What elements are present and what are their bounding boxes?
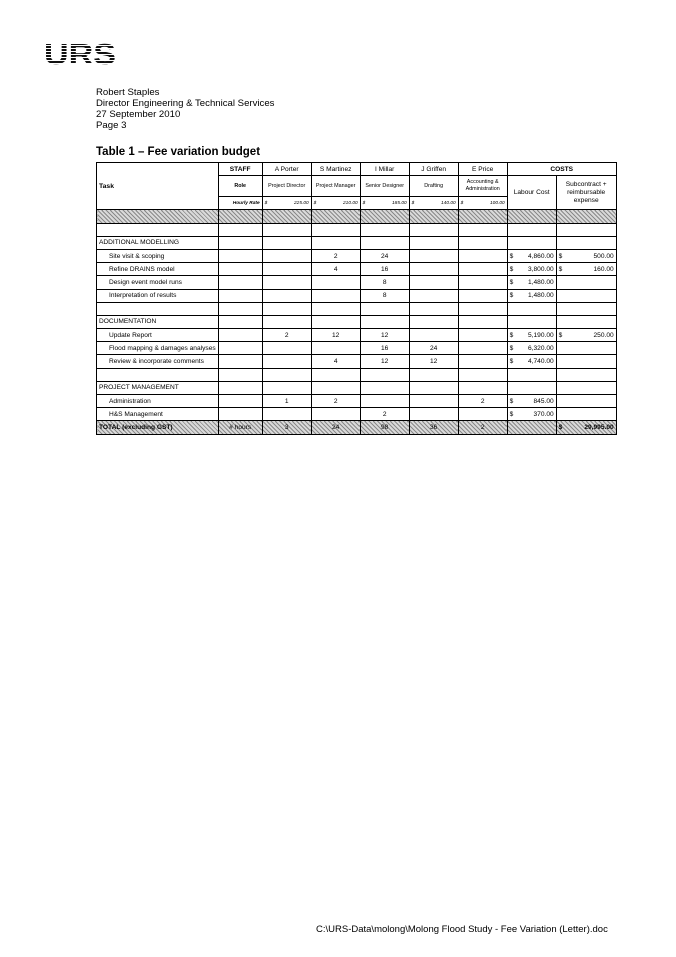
currency-symbol: $ [509, 265, 514, 273]
staff-name-0: A Porter [262, 163, 311, 176]
hours-cell: 2 [311, 395, 360, 408]
hours-cell [262, 289, 311, 302]
hours-cell: 12 [360, 355, 409, 368]
task-label: Interpretation of results [97, 289, 219, 302]
hours-cell [262, 355, 311, 368]
costs-header: COSTS [507, 163, 616, 176]
currency-symbol: $ [558, 331, 563, 339]
subcontract-cell [556, 289, 616, 302]
hours-cell [458, 263, 507, 276]
amount: 845.00 [533, 397, 554, 405]
section-label: ADDITIONAL MODELLING [97, 236, 219, 249]
staff-name-4: E Price [458, 163, 507, 176]
hours-cell: 4 [311, 355, 360, 368]
subcontract-cell [556, 395, 616, 408]
hours-cell [458, 329, 507, 342]
hours-cell: 24 [360, 249, 409, 262]
hours-cell [409, 263, 458, 276]
staff-rate-2: $ 185.00 [360, 197, 409, 210]
blank-row [97, 302, 617, 315]
logo-text: URS [44, 40, 116, 68]
labour-cost-cell [507, 395, 556, 408]
total-hours-cell: 2 [458, 421, 507, 434]
hours-cell [409, 408, 458, 421]
subcontract-cell [556, 342, 616, 355]
total-label: TOTAL (excluding GST) [97, 421, 219, 434]
subcontract-cell [556, 355, 616, 368]
task-row [97, 263, 617, 276]
hours-cell [311, 342, 360, 355]
hours-cell [311, 276, 360, 289]
hours-cell: 12 [409, 355, 458, 368]
amount: 1,480.00 [528, 278, 554, 286]
blank-row [97, 368, 617, 381]
section-label: DOCUMENTATION [97, 315, 219, 328]
currency-symbol: $ [509, 252, 514, 260]
currency-symbol: $ [509, 358, 514, 366]
hours-cell [262, 408, 311, 421]
amount: 4,740.00 [528, 358, 554, 366]
fee-variation-table [96, 162, 617, 435]
amount: 3,800.00 [528, 265, 554, 273]
task-label: Design event model runs [97, 276, 219, 289]
task-row [97, 342, 617, 355]
staff-role-3: Drafting [409, 176, 458, 197]
recipient-position: Director Engineering & Technical Services [96, 98, 275, 109]
blank-row [97, 223, 617, 236]
total-hours-cell: 36 [409, 421, 458, 434]
currency-symbol: $ [509, 410, 514, 418]
hours-cell: 2 [262, 329, 311, 342]
hours-cell: 2 [458, 395, 507, 408]
currency-symbol: $ [509, 344, 514, 352]
amount: 370.00 [533, 410, 554, 418]
amount: 500.00 [593, 252, 614, 260]
task-label: Refine DRAINS model [97, 263, 219, 276]
hours-cell [262, 249, 311, 262]
amount: 250.00 [593, 331, 614, 339]
hours-cell [409, 276, 458, 289]
total-hours-cell: 3 [262, 421, 311, 434]
task-row [97, 355, 617, 368]
hours-cell [458, 289, 507, 302]
currency-symbol: $ [558, 265, 563, 273]
task-label: H&S Management [97, 408, 219, 421]
hours-cell: 24 [409, 342, 458, 355]
currency-symbol: $ [558, 252, 563, 260]
labour-cost-cell [507, 342, 556, 355]
labour-cost-cell [507, 329, 556, 342]
hours-cell [262, 342, 311, 355]
table-title: Table 1 – Fee variation budget [96, 146, 261, 158]
hours-cell: 2 [311, 249, 360, 262]
staff-name-1: S Martinez [311, 163, 360, 176]
currency-symbol: $ [509, 292, 514, 300]
currency-symbol: $ [558, 423, 563, 431]
hours-cell [458, 355, 507, 368]
hours-cell: 8 [360, 289, 409, 302]
amount: 6,320.00 [528, 344, 554, 352]
labour-cost-cell [507, 289, 556, 302]
task-row [97, 329, 617, 342]
urs-logo-graphic [44, 40, 118, 68]
hours-cell: 1 [262, 395, 311, 408]
subcontract-cell [556, 276, 616, 289]
amount: 5,190.00 [528, 331, 554, 339]
hours-cell [311, 289, 360, 302]
hours-cell [458, 249, 507, 262]
recipient-name: Robert Staples [96, 87, 160, 98]
total-cost: 29,995.00 [584, 423, 614, 431]
staff-rate-4: $ 100.00 [458, 197, 507, 210]
currency-symbol: $ [509, 331, 514, 339]
hours-cell: 8 [360, 276, 409, 289]
total-cost-cell [556, 421, 616, 434]
header-row-staff [97, 163, 617, 176]
hours-cell [409, 249, 458, 262]
staff-rate-0: $ 225.00 [262, 197, 311, 210]
task-row [97, 395, 617, 408]
section-row [97, 381, 617, 394]
subcontract-cell [556, 329, 616, 342]
hours-cell [409, 329, 458, 342]
hourly-rate-header: Hourly Rate [218, 197, 262, 210]
hours-cell [409, 289, 458, 302]
role-header: Role [218, 176, 262, 197]
task-label: Review & incorporate comments [97, 355, 219, 368]
task-label: Flood mapping & damages analyses [97, 342, 219, 355]
labour-cost-cell [507, 355, 556, 368]
amount: 4,860.00 [528, 252, 554, 260]
task-label: Administration [97, 395, 219, 408]
hours-cell: 4 [311, 263, 360, 276]
hours-cell [458, 342, 507, 355]
staff-rate-1: $ 210.00 [311, 197, 360, 210]
total-row [97, 421, 617, 434]
hours-cell [311, 408, 360, 421]
labour-cost-cell [507, 408, 556, 421]
hours-cell [458, 408, 507, 421]
hours-cell [262, 276, 311, 289]
task-label: Update Report [97, 329, 219, 342]
total-units: # hours [218, 421, 262, 434]
hours-cell: 12 [360, 329, 409, 342]
subcontract-cell [556, 249, 616, 262]
staff-role-1: Project Manager [311, 176, 360, 197]
staff-role-2: Senior Designer [360, 176, 409, 197]
staff-role-0: Project Director [262, 176, 311, 197]
hours-cell [360, 395, 409, 408]
hours-cell: 16 [360, 342, 409, 355]
table-body [97, 163, 617, 435]
section-row [97, 315, 617, 328]
labour-cost-cell [507, 263, 556, 276]
hours-cell: 16 [360, 263, 409, 276]
task-row [97, 276, 617, 289]
task-row [97, 289, 617, 302]
task-row [97, 249, 617, 262]
labour-cost-cell [507, 276, 556, 289]
page-number: Page 3 [96, 120, 127, 131]
total-hours-cell: 24 [311, 421, 360, 434]
staff-header: STAFF [218, 163, 262, 176]
hours-cell: 12 [311, 329, 360, 342]
subcontract-cell [556, 263, 616, 276]
footer-file-path: C:\URS-Data\molong\Molong Flood Study - Fee Variation (Letter).doc [316, 924, 608, 935]
staff-rate-3: $ 140.00 [409, 197, 458, 210]
hatched-separator [97, 210, 617, 223]
task-label: Site visit & scoping [97, 249, 219, 262]
amount: 160.00 [593, 265, 614, 273]
staff-name-2: I Millar [360, 163, 409, 176]
subcontract-header: Subcontract + reimbursable expense [556, 176, 616, 210]
labour-cost-cell [507, 249, 556, 262]
section-row [97, 236, 617, 249]
currency-symbol: $ [509, 397, 514, 405]
amount: 1,480.00 [528, 292, 554, 300]
hours-cell [409, 395, 458, 408]
currency-symbol: $ [509, 278, 514, 286]
urs-logo [44, 40, 118, 73]
staff-name-3: J Griffen [409, 163, 458, 176]
letter-header [96, 87, 274, 131]
subcontract-cell [556, 408, 616, 421]
letter-date: 27 September 2010 [96, 109, 181, 120]
task-header: Task [97, 163, 219, 210]
section-label: PROJECT MANAGEMENT [97, 381, 219, 394]
total-hours-cell: 98 [360, 421, 409, 434]
hours-cell [262, 263, 311, 276]
staff-role-4: Accounting & Administration [458, 176, 507, 197]
hours-cell: 2 [360, 408, 409, 421]
hours-cell [458, 276, 507, 289]
labour-cost-header: Labour Cost [507, 176, 556, 210]
task-row [97, 408, 617, 421]
